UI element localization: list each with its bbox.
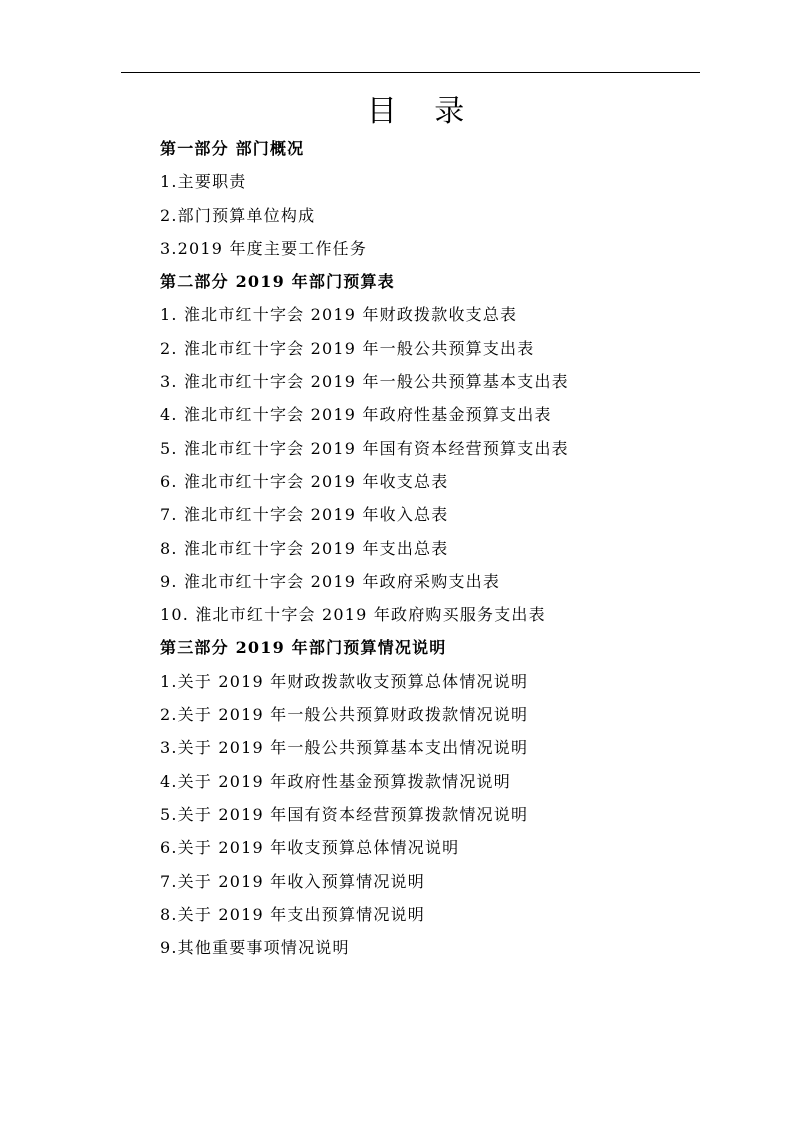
toc-item[interactable]: 5.关于 2019 年国有资本经营预算拨款情况说明 <box>160 804 529 824</box>
toc-item[interactable]: 3.关于 2019 年一般公共预算基本支出情况说明 <box>160 738 529 758</box>
toc-item[interactable]: 2.关于 2019 年一般公共预算财政拨款情况说明 <box>160 705 529 725</box>
toc-item[interactable]: 4.关于 2019 年政府性基金预算拨款情况说明 <box>160 771 511 791</box>
section-heading-part-2[interactable]: 第二部分 2019 年部门预算表 <box>160 272 395 292</box>
toc-item[interactable]: 6.关于 2019 年收支预算总体情况说明 <box>160 838 460 858</box>
toc-item[interactable]: 1. 淮北市红十字会 2019 年财政拨款收支总表 <box>160 305 518 325</box>
toc-item[interactable]: 10. 淮北市红十字会 2019 年政府购买服务支出表 <box>160 605 546 625</box>
toc-item[interactable]: 6. 淮北市红十字会 2019 年收支总表 <box>160 471 449 491</box>
toc-item[interactable]: 8. 淮北市红十字会 2019 年支出总表 <box>160 538 449 558</box>
toc-item[interactable]: 7.关于 2019 年收入预算情况说明 <box>160 871 425 891</box>
toc-item[interactable]: 7. 淮北市红十字会 2019 年收入总表 <box>160 505 449 525</box>
page-title: 目 录 <box>366 94 479 129</box>
toc-item[interactable]: 3. 淮北市红十字会 2019 年一般公共预算基本支出表 <box>160 372 569 392</box>
header-rule <box>121 72 700 73</box>
toc-item[interactable]: 2.部门预算单位构成 <box>160 205 316 225</box>
toc-item[interactable]: 2. 淮北市红十字会 2019 年一般公共预算支出表 <box>160 338 535 358</box>
toc-item[interactable]: 1.关于 2019 年财政拨款收支预算总体情况说明 <box>160 671 529 691</box>
toc-item[interactable]: 9. 淮北市红十字会 2019 年政府采购支出表 <box>160 571 501 591</box>
section-heading-part-1[interactable]: 第一部分 部门概况 <box>160 139 305 158</box>
toc-item[interactable]: 1.主要职责 <box>160 172 247 192</box>
toc-item[interactable]: 4. 淮北市红十字会 2019 年政府性基金预算支出表 <box>160 405 552 425</box>
toc-item[interactable]: 8.关于 2019 年支出预算情况说明 <box>160 904 425 924</box>
section-heading-part-3[interactable]: 第三部分 2019 年部门预算情况说明 <box>160 638 447 658</box>
table-of-contents <box>160 132 720 964</box>
toc-item[interactable]: 5. 淮北市红十字会 2019 年国有资本经营预算支出表 <box>160 438 569 458</box>
toc-item[interactable]: 9.其他重要事项情况说明 <box>160 938 350 958</box>
toc-item[interactable]: 3.2019 年度主要工作任务 <box>160 238 368 258</box>
